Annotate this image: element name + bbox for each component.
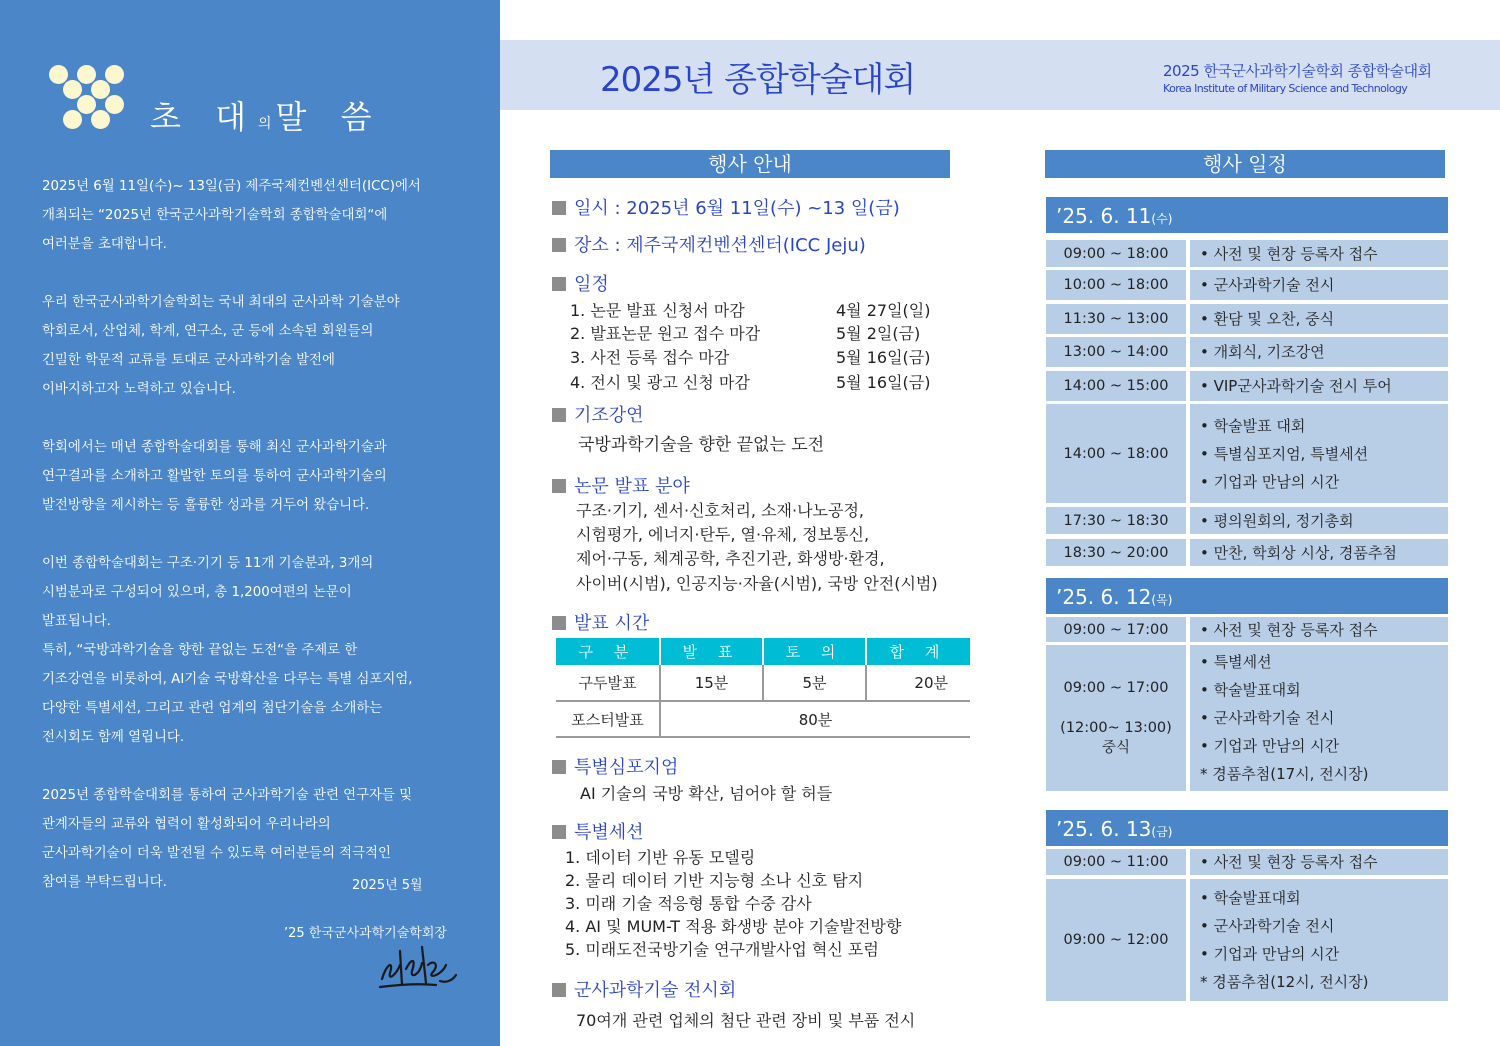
event-line: • 기업과 만남의 시간: [1200, 945, 1340, 963]
time-line: 10:00 ~ 18:00: [1063, 277, 1169, 293]
session-item: 2. 물리 데이터 기반 지능형 소나 신호 탐지: [565, 871, 864, 890]
event-line: • 군사과학기술 전시: [1200, 917, 1335, 935]
presentation-time-heading: 발표 시간: [552, 609, 649, 635]
letter-line: 개최되는 “2025년 한국군사과학기술학회 종합학술대회“에: [42, 208, 388, 223]
table-cell: 80분: [660, 701, 970, 737]
field-line: 구조·기기, 센서·신호처리, 소재·나노공정,: [576, 501, 864, 520]
event-line: • 환담 및 오찬, 중식: [1200, 310, 1335, 328]
letter-line: 참여를 부탁드립니다.: [42, 875, 167, 890]
schedule-time: [1046, 404, 1186, 503]
square-bullet-icon: [552, 760, 566, 774]
day-header: ’25. 6. 12(목): [1046, 578, 1448, 614]
event-line: • 특별세션: [1200, 653, 1272, 671]
letter-line: [42, 520, 482, 549]
deadline-item: 4. 전시 및 광고 신청 마감: [570, 373, 750, 392]
letter-line: [42, 259, 482, 288]
field-line: 사이버(시범), 인공지능·자율(시범), 국방 안전(시범): [576, 574, 938, 593]
schedule-time: [1046, 879, 1186, 1001]
session-item: 1. 데이터 기반 유동 모델링: [565, 848, 756, 867]
schedule-events: [1190, 337, 1448, 367]
table-cell: 20분: [866, 665, 970, 701]
event-line: • 특별심포지엄, 특별세션: [1200, 444, 1369, 463]
signer-title: ’25 한국군사과학기술학회장: [284, 926, 447, 941]
keynote-text: 국방과학기술을 향한 끝없는 도전: [578, 435, 825, 455]
letter-line: [42, 752, 482, 781]
schedule-time: [1046, 507, 1186, 534]
event-line: • 평의원회의, 정기총회: [1200, 511, 1354, 530]
event-line: • 만찬, 학회상 시상, 경품추첨: [1200, 543, 1397, 562]
time-line: 09:00 ~ 11:00: [1063, 854, 1169, 870]
letter-line: 군사과학기술이 더욱 발전될 수 있도록 여러분들의 적극적인: [42, 846, 391, 861]
schedule-events: [1190, 270, 1448, 300]
event-line: • VIP군사과학기술 전시 투어: [1200, 377, 1392, 395]
time-line: 14:00 ~ 18:00: [1063, 445, 1169, 462]
square-bullet-icon: [552, 479, 566, 493]
table-cell: 구두발표: [556, 665, 660, 701]
schedule-row: [1046, 617, 1448, 642]
letter-line: 학회에서는 매년 종합학술대회를 통해 최신 군사과학기술과: [42, 440, 387, 455]
deadline-item: 1. 논문 발표 신청서 마감: [570, 301, 745, 320]
society-logo: [46, 62, 128, 142]
letter-line: [42, 404, 482, 433]
letter-line: 여러분을 초대합니다.: [42, 237, 167, 252]
square-bullet-icon: [552, 825, 566, 839]
deadline-date: 5월 16일(금): [836, 348, 931, 367]
schedule-row: [1046, 240, 1448, 267]
letter-line: 관계자들의 교류와 협력이 활성화되어 우리나라의: [42, 817, 331, 832]
table-header-row: [556, 638, 970, 665]
time-line: (12:00~ 13:00): [1060, 720, 1172, 736]
letter-line: 특히, “국방과학기술을 향한 끝없는 도전“을 주제로 한: [42, 643, 358, 658]
event-place-item: 장소 : 제주국제컨벤션센터(ICC Jeju): [552, 231, 866, 257]
letter-line: 이바지하고자 노력하고 있습니다.: [42, 382, 236, 397]
schedule-time: [1046, 849, 1186, 875]
schedule-row: [1046, 404, 1448, 503]
schedule-row: [1046, 371, 1448, 401]
day-header: ’25. 6. 13(금): [1046, 810, 1448, 846]
table-header: 발 표: [660, 638, 763, 665]
letter-line: 이번 종합학술대회는 구조·기기 등 11개 기술분과, 3개의: [42, 556, 374, 571]
event-line: • 개회식, 기조강연: [1200, 343, 1325, 361]
letter-line: 기조강연을 비롯하여, AI기술 국방확산을 다루는 특별 심포지엄,: [42, 672, 413, 687]
letter-line: 연구결과를 소개하고 활발한 토의를 통하여 군사과학기술의: [42, 469, 387, 484]
schedule-time: [1046, 270, 1186, 300]
event-line: • 기업과 만남의 시간: [1200, 472, 1340, 491]
event-line: * 경품추첨(12시, 전시장): [1200, 973, 1369, 991]
table-row: [556, 665, 970, 701]
field-line: 제어·구동, 체계공학, 추진기관, 화생방·환경,: [576, 549, 885, 568]
fields-heading: 논문 발표 분야: [552, 472, 690, 498]
table-row: [556, 701, 970, 737]
schedule-time: [1046, 240, 1186, 267]
symposium-text: AI 기술의 국방 확산, 넘어야 할 허들: [580, 784, 833, 803]
letter-line: 우리 한국군사과학기술학회는 국내 최대의 군사과학 기술분야: [42, 295, 400, 310]
letter-line: 2025년 6월 11일(수)~ 13일(금) 제주국제컨벤션센터(ICC)에서: [42, 179, 421, 194]
presentation-time-table: [556, 638, 970, 738]
schedule-row: [1046, 304, 1448, 334]
deadline-date: 5월 16일(금): [836, 373, 931, 392]
schedule-events: [1190, 645, 1448, 791]
event-line: • 학술발표 대회: [1200, 416, 1306, 435]
deadline-date: 5월 2일(금): [836, 324, 921, 343]
org-name-korean: 2025 한국군사과학기술학회 종합학술대회: [1163, 62, 1432, 80]
table-header: 토 의: [763, 638, 866, 665]
table-cell: 포스터발표: [556, 701, 660, 737]
letter-date: 2025년 5월: [352, 878, 423, 893]
schedule-time: [1046, 539, 1186, 566]
time-line: 13:00 ~ 14:00: [1063, 344, 1169, 360]
exhibition-heading: 군사과학기술 전시회: [552, 976, 736, 1002]
org-name-english: Korea Institute of Military Science and Technology: [1163, 82, 1408, 95]
session-item: 5. 미래도전국방기술 연구개발사업 혁신 포럼: [565, 940, 879, 959]
letter-line: 전시회도 함께 열립니다.: [42, 730, 185, 745]
event-date-item: 일시 : 2025년 6월 11일(수) ~13 일(금): [552, 194, 900, 220]
time-line: 중식: [1101, 740, 1130, 756]
symposium-heading: 특별심포지엄: [552, 753, 678, 779]
time-line: 11:30 ~ 13:00: [1063, 311, 1169, 327]
table-cell: 5분: [763, 665, 866, 701]
event-line: • 학술발표대회: [1200, 681, 1301, 699]
schedule-events: [1190, 539, 1448, 566]
table-cell: 15분: [660, 665, 763, 701]
time-line: 14:00 ~ 15:00: [1063, 378, 1169, 394]
session-item: 4. AI 및 MUM-T 적용 화생방 분야 기술발전방향: [565, 917, 902, 936]
deadline-date: 4월 27일(일): [836, 301, 931, 320]
letter-line: 다양한 특별세션, 그리고 관련 업계의 첨단기술을 소개하는: [42, 701, 383, 716]
event-line: • 학술발표대회: [1200, 889, 1301, 907]
schedule-heading: 일정: [552, 270, 609, 296]
schedule-events: [1190, 507, 1448, 534]
square-bullet-icon: [552, 408, 566, 422]
square-bullet-icon: [552, 616, 566, 630]
schedule-events: [1190, 879, 1448, 1001]
letter-line: 2025년 종합학술대회를 통하여 군사과학기술 관련 연구자들 및: [42, 788, 413, 803]
schedule-row: [1046, 849, 1448, 875]
schedule-row: [1046, 507, 1448, 534]
schedule-events: [1190, 404, 1448, 503]
schedule-row: [1046, 645, 1448, 791]
event-line: • 사전 및 현장 등록자 접수: [1200, 853, 1378, 871]
president-signature: [376, 935, 460, 993]
event-line: • 기업과 만남의 시간: [1200, 737, 1340, 755]
schedule-row: [1046, 270, 1448, 300]
session-item: 3. 미래 기술 적응형 통합 수중 감사: [565, 894, 812, 913]
schedule-time: [1046, 371, 1186, 401]
time-line: 09:00 ~ 17:00: [1063, 621, 1169, 638]
schedule-row: [1046, 879, 1448, 1001]
event-line: • 사전 및 현장 등록자 접수: [1200, 244, 1378, 263]
day-header: ’25. 6. 11(수): [1046, 197, 1448, 233]
square-bullet-icon: [552, 201, 566, 215]
exhibition-text: 70여개 관련 업체의 첨단 관련 장비 및 부품 전시: [576, 1011, 916, 1030]
schedule-events: [1190, 304, 1448, 334]
schedule-time: [1046, 645, 1186, 791]
square-bullet-icon: [552, 238, 566, 252]
table-header: 합 계: [866, 638, 970, 665]
square-bullet-icon: [552, 277, 566, 291]
schedule-events: [1190, 849, 1448, 875]
time-line: 09:00 ~ 18:00: [1063, 245, 1169, 262]
invitation-panel: [0, 0, 500, 1046]
invitation-letter: [42, 172, 482, 897]
time-line: 18:30 ~ 20:00: [1063, 544, 1169, 561]
schedule-events: [1190, 371, 1448, 401]
time-line: 17:30 ~ 18:30: [1063, 512, 1169, 529]
schedule-events: [1190, 240, 1448, 267]
event-line: • 사전 및 현장 등록자 접수: [1200, 620, 1378, 639]
keynote-heading: 기조강연: [552, 401, 644, 427]
event-line: • 군사과학기술 전시: [1200, 709, 1335, 727]
schedule-row: [1046, 539, 1448, 566]
table-header: 구 분: [556, 638, 660, 665]
schedule-events: [1190, 617, 1448, 642]
time-line: 09:00 ~ 12:00: [1063, 932, 1169, 948]
event-line: * 경품추첨(17시, 전시장): [1200, 765, 1369, 783]
special-sessions-heading: 특별세션: [552, 818, 644, 844]
schedule-row: [1046, 337, 1448, 367]
header-band: [500, 40, 1500, 110]
schedule-time: [1046, 304, 1186, 334]
deadline-item: 3. 사전 등록 접수 마감: [570, 348, 730, 367]
deadline-item: 2. 발표논문 원고 접수 마감: [570, 324, 761, 343]
schedule-time: [1046, 617, 1186, 642]
schedule-time: [1046, 337, 1186, 367]
invitation-title: 초 대의말 씀: [150, 98, 384, 136]
time-line: 09:00 ~ 17:00: [1063, 680, 1169, 696]
letter-line: 발전방향을 제시하는 등 훌륭한 성과를 거두어 왔습니다.: [42, 498, 370, 513]
letter-line: 발표됩니다.: [42, 614, 111, 629]
letter-line: 시범분과로 구성되어 있으며, 총 1,200여편의 논문이: [42, 585, 352, 600]
schedule-section-heading: 행사 일정: [1045, 150, 1445, 178]
field-line: 시험평가, 에너지·탄두, 열·유체, 정보통신,: [576, 525, 870, 544]
square-bullet-icon: [552, 983, 566, 997]
conference-title: 2025년 종합학술대회: [600, 60, 916, 100]
letter-line: 학회로서, 산업체, 학계, 연구소, 군 등에 소속된 회원들의: [42, 324, 374, 339]
event-info-heading: 행사 안내: [550, 150, 950, 178]
letter-line: 긴밀한 학문적 교류를 토대로 군사과학기술 발전에: [42, 353, 335, 368]
event-line: • 군사과학기술 전시: [1200, 276, 1335, 294]
